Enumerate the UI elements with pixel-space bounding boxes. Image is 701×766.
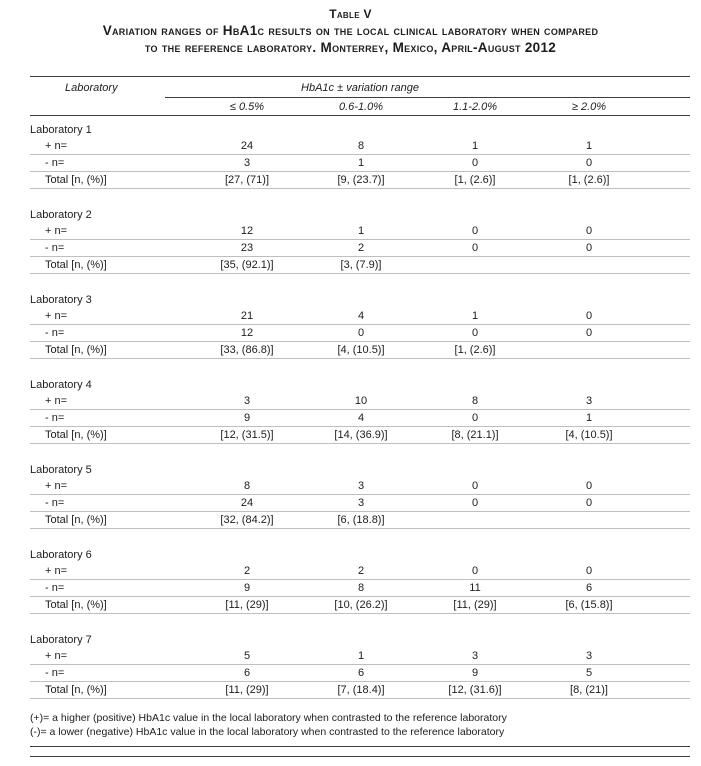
table-number: Table V	[329, 7, 372, 21]
row-label: Total [n, (%)]	[45, 429, 107, 441]
value-cell: 3	[585, 395, 593, 407]
laboratory-name-row	[30, 201, 690, 223]
positive-count-row	[30, 308, 690, 325]
value-cell: [35, (92.1)]	[220, 259, 274, 271]
value-cell: 2	[357, 565, 365, 577]
value-cell: 1	[357, 225, 365, 237]
total-row	[30, 342, 690, 359]
table-body	[30, 116, 690, 699]
positive-count-row	[30, 393, 690, 410]
laboratory-name: Laboratory 6	[30, 549, 92, 561]
value-cell: 1	[357, 157, 365, 169]
value-cell: 1	[585, 412, 593, 424]
laboratory-name: Laboratory 1	[30, 124, 92, 136]
column-header-le-05: ≤ 0.5%	[229, 100, 265, 113]
total-row	[30, 257, 690, 274]
negative-count-row	[30, 580, 690, 597]
value-cell: 0	[471, 497, 479, 509]
value-cell: [4, (10.5)]	[337, 344, 385, 356]
row-label: Total [n, (%)]	[45, 684, 107, 696]
value-cell: 0	[585, 565, 593, 577]
negative-count-row	[30, 665, 690, 682]
value-cell: 0	[585, 327, 593, 339]
row-label: + n=	[45, 225, 68, 237]
table-caption	[0, 0, 701, 56]
value-cell: 9	[243, 582, 251, 594]
laboratory-group	[30, 116, 690, 189]
row-label: + n=	[45, 310, 68, 322]
table-title-line1: Variation ranges of HbA1c results on the local clinical laboratory when compared	[102, 23, 599, 38]
value-cell: [27, (71)]	[224, 174, 270, 186]
negative-count-row	[30, 240, 690, 257]
value-cell: 6	[357, 667, 365, 679]
laboratory-group	[30, 626, 690, 699]
value-cell: 3	[585, 650, 593, 662]
value-cell: [4, (10.5)]	[565, 429, 613, 441]
value-cell: [14, (36.9)]	[334, 429, 388, 441]
value-cell: 23	[240, 242, 254, 254]
table-header-row-top	[30, 77, 690, 97]
value-cell: 3	[471, 650, 479, 662]
value-cell: [12, (31.5)]	[220, 429, 274, 441]
value-cell: 0	[471, 565, 479, 577]
variation-range-span-header: HbA1c ± variation range	[301, 82, 419, 94]
value-cell: 2	[357, 242, 365, 254]
value-cell: 3	[357, 497, 365, 509]
value-cell: 1	[471, 310, 479, 322]
total-row	[30, 172, 690, 189]
row-label: - n=	[45, 242, 65, 254]
laboratory-name: Laboratory 3	[30, 294, 92, 306]
column-header-11-20: 1.1-2.0%	[452, 100, 498, 113]
value-cell: 3	[243, 395, 251, 407]
laboratory-name-row	[30, 116, 690, 138]
row-label: Total [n, (%)]	[45, 344, 107, 356]
value-cell: 5	[585, 667, 593, 679]
laboratory-name-row	[30, 456, 690, 478]
laboratory-name-row	[30, 541, 690, 563]
row-label: + n=	[45, 140, 68, 152]
value-cell: [1, (2.6)]	[454, 344, 496, 356]
value-cell: 8	[243, 480, 251, 492]
hba1c-variation-table	[30, 76, 690, 699]
bottom-rule-1	[30, 746, 690, 747]
value-cell: [32, (84.2)]	[220, 514, 274, 526]
laboratory-group	[30, 371, 690, 444]
value-cell: 0	[585, 497, 593, 509]
value-cell: 5	[243, 650, 251, 662]
value-cell: 8	[357, 582, 365, 594]
value-cell: [3, (7.9)]	[340, 259, 382, 271]
laboratory-name: Laboratory 2	[30, 209, 92, 221]
value-cell: [10, (26.2)]	[334, 599, 388, 611]
row-label: + n=	[45, 650, 68, 662]
row-label: Total [n, (%)]	[45, 174, 107, 186]
row-label: Total [n, (%)]	[45, 599, 107, 611]
value-cell: 0	[471, 157, 479, 169]
value-cell: 24	[240, 497, 254, 509]
laboratory-group	[30, 286, 690, 359]
row-label: - n=	[45, 667, 65, 679]
laboratory-group	[30, 541, 690, 614]
value-cell: [9, (23.7)]	[337, 174, 385, 186]
footnotes	[30, 711, 690, 739]
value-cell: 1	[357, 650, 365, 662]
row-label: + n=	[45, 480, 68, 492]
value-cell: 0	[471, 225, 479, 237]
value-cell: [11, (29)]	[225, 684, 269, 696]
value-cell: 3	[357, 480, 365, 492]
value-cell: 0	[585, 310, 593, 322]
column-header-ge-20: ≥ 2.0%	[571, 100, 607, 113]
row-label: + n=	[45, 395, 68, 407]
value-cell: [1, (2.6)]	[454, 174, 496, 186]
value-cell: [33, (86.8)]	[220, 344, 274, 356]
positive-count-row	[30, 138, 690, 155]
row-label: Total [n, (%)]	[45, 514, 107, 526]
row-label: - n=	[45, 497, 65, 509]
value-cell: 3	[243, 157, 251, 169]
value-cell: [8, (21)]	[570, 684, 608, 696]
row-label: - n=	[45, 582, 65, 594]
value-cell: 0	[585, 225, 593, 237]
laboratory-name: Laboratory 4	[30, 379, 92, 391]
laboratory-name-row	[30, 286, 690, 308]
positive-count-row	[30, 223, 690, 240]
value-cell: 4	[357, 412, 365, 424]
laboratory-name-row	[30, 626, 690, 648]
laboratory-group	[30, 201, 690, 274]
row-label: - n=	[45, 412, 65, 424]
value-cell: [11, (29)]	[453, 599, 497, 611]
laboratory-group	[30, 456, 690, 529]
value-cell: [11, (29)]	[225, 599, 269, 611]
negative-count-row	[30, 495, 690, 512]
footnote-positive: (+)= a higher (positive) HbA1c value in the local laboratory when contrasted to the reference laboratory	[30, 712, 507, 724]
column-header-06-10: 0.6-1.0%	[338, 100, 384, 113]
table-header-row-columns	[30, 98, 690, 116]
value-cell: 1	[585, 140, 593, 152]
row-label: Total [n, (%)]	[45, 259, 107, 271]
value-cell: [12, (31.6)]	[448, 684, 502, 696]
value-cell: 12	[240, 327, 254, 339]
laboratory-name: Laboratory 7	[30, 634, 92, 646]
laboratory-column-header: Laboratory	[65, 82, 118, 94]
bottom-rule-2	[30, 756, 690, 757]
positive-count-row	[30, 478, 690, 495]
value-cell: 6	[243, 667, 251, 679]
row-label: + n=	[45, 565, 68, 577]
value-cell: 0	[471, 412, 479, 424]
total-row	[30, 512, 690, 529]
value-cell: 21	[240, 310, 254, 322]
positive-count-row	[30, 563, 690, 580]
value-cell: 10	[354, 395, 368, 407]
row-label: - n=	[45, 157, 65, 169]
value-cell: [7, (18.4)]	[337, 684, 385, 696]
total-row	[30, 682, 690, 699]
value-cell: 1	[471, 140, 479, 152]
value-cell: 0	[585, 480, 593, 492]
value-cell: 24	[240, 140, 254, 152]
value-cell: 0	[471, 242, 479, 254]
value-cell: 11	[469, 582, 481, 594]
value-cell: 0	[585, 157, 593, 169]
value-cell: 2	[243, 565, 251, 577]
value-cell: 9	[471, 667, 479, 679]
value-cell: 9	[243, 412, 251, 424]
value-cell: 8	[357, 140, 365, 152]
footnote-negative: (-)= a lower (negative) HbA1c value in the local laboratory when contrasted to the reference laboratory	[30, 726, 505, 738]
negative-count-row	[30, 410, 690, 427]
positive-count-row	[30, 648, 690, 665]
value-cell: 0	[471, 480, 479, 492]
value-cell: [6, (15.8)]	[565, 599, 613, 611]
value-cell: 4	[357, 310, 365, 322]
row-label: - n=	[45, 327, 65, 339]
table-title-line2: to the reference laboratory. Monterrey, Mexico, April-August 2012	[144, 40, 557, 55]
laboratory-name: Laboratory 5	[30, 464, 92, 476]
negative-count-row	[30, 155, 690, 172]
value-cell: 0	[357, 327, 365, 339]
value-cell: [1, (2.6)]	[568, 174, 610, 186]
value-cell: [6, (18.8)]	[337, 514, 385, 526]
negative-count-row	[30, 325, 690, 342]
value-cell: 0	[471, 327, 479, 339]
value-cell: 6	[585, 582, 593, 594]
value-cell: [8, (21.1)]	[451, 429, 499, 441]
laboratory-name-row	[30, 371, 690, 393]
total-row	[30, 597, 690, 614]
value-cell: 0	[585, 242, 593, 254]
value-cell: 12	[240, 225, 254, 237]
value-cell: 8	[471, 395, 479, 407]
total-row	[30, 427, 690, 444]
